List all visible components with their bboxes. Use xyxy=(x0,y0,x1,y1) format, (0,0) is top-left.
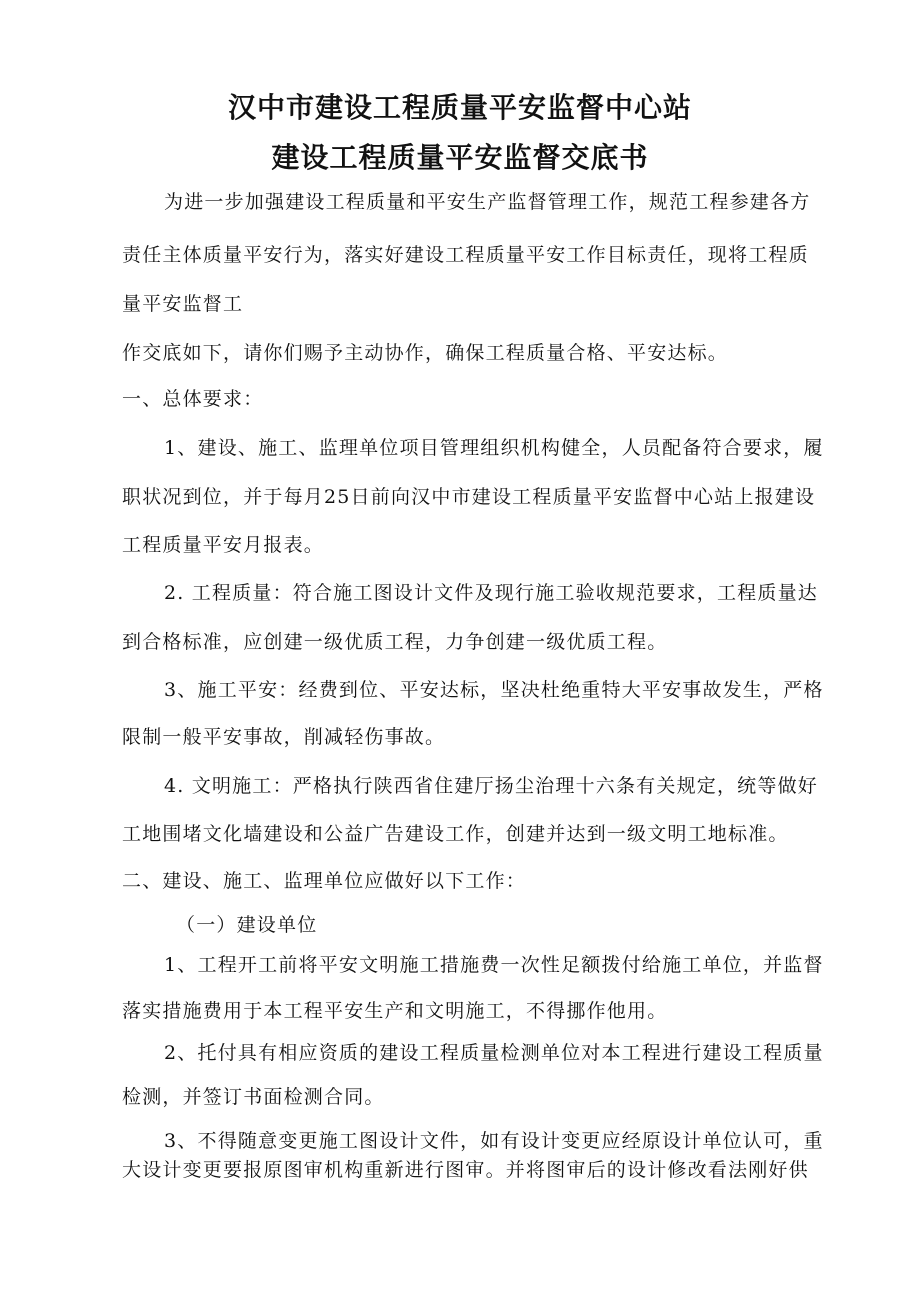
text-line: 落实措施费用于本工程平安生产和文明施工，不得挪作他用。 xyxy=(122,1000,668,1022)
text-line: 责任主体质量平安行为，落实好建设工程质量平安工作目标责任，现将工程质 xyxy=(122,244,809,266)
text-line: 3、施工平安：经费到位、平安达标，坚决杜绝重特大平安事故发生，严格 xyxy=(164,679,824,701)
text-line: 到合格标准，应创建一级优质工程，力争创建一级优质工程。 xyxy=(122,631,668,653)
subsection-heading: （一）建设单位 xyxy=(176,914,318,936)
text-line: 为进一步加强建设工程质量和平安生产监督管理工作，规范工程参建各方 xyxy=(164,191,811,213)
text-line: 量平安监督工 xyxy=(122,293,244,315)
section-heading: 一、总体要求： xyxy=(122,388,264,410)
text-line: 1、建设、施工、监理单位项目管理组织机构健全，人员配备符合要求，履 xyxy=(164,437,824,459)
text-line: 工程质量平安月报表。 xyxy=(122,534,325,556)
text-line: 2. 工程质量：符合施工图设计文件及现行施工验收规范要求，工程质量达 xyxy=(164,582,818,604)
text-line: 职状况到位，并于每月25日前向汉中市建设工程质量平安监督中心站上报建设 xyxy=(122,486,816,508)
text-line: 大设计变更要报原图审机构重新进行图审。并将图审后的设计修改看法刚好供 xyxy=(122,1159,809,1181)
text-line: 作交底如下，请你们赐予主动协作，确保工程质量合格、平安达标。 xyxy=(122,342,729,364)
text-line: 检测，并签订书面检测合同。 xyxy=(122,1086,385,1108)
text-line: 工地围堵文化墙建设和公益广告建设工作，创建并达到一级文明工地标准。 xyxy=(122,823,789,845)
text-line: 2、托付具有相应资质的建设工程质量检测单位对本工程进行建设工程质量 xyxy=(164,1042,824,1064)
document-title-line2: 建设工程质量平安监督交底书 xyxy=(271,141,649,174)
text-line: 4. 文明施工：严格执行陕西省住建厅扬尘治理十六条有关规定，统等做好 xyxy=(164,775,818,797)
text-line: 1、工程开工前将平安文明施工措施费一次性足额拨付给施工单位，并监督 xyxy=(164,954,824,976)
section-heading: 二、建设、施工、监理单位应做好以下工作： xyxy=(122,870,527,892)
text-line: 限制一般平安事故，削减轻伤事故。 xyxy=(122,726,446,748)
document-title-line1: 汉中市建设工程质量平安监督中心站 xyxy=(227,91,692,124)
text-line: 3、不得随意变更施工图设计文件，如有设计变更应经原设计单位认可，重 xyxy=(164,1130,824,1152)
